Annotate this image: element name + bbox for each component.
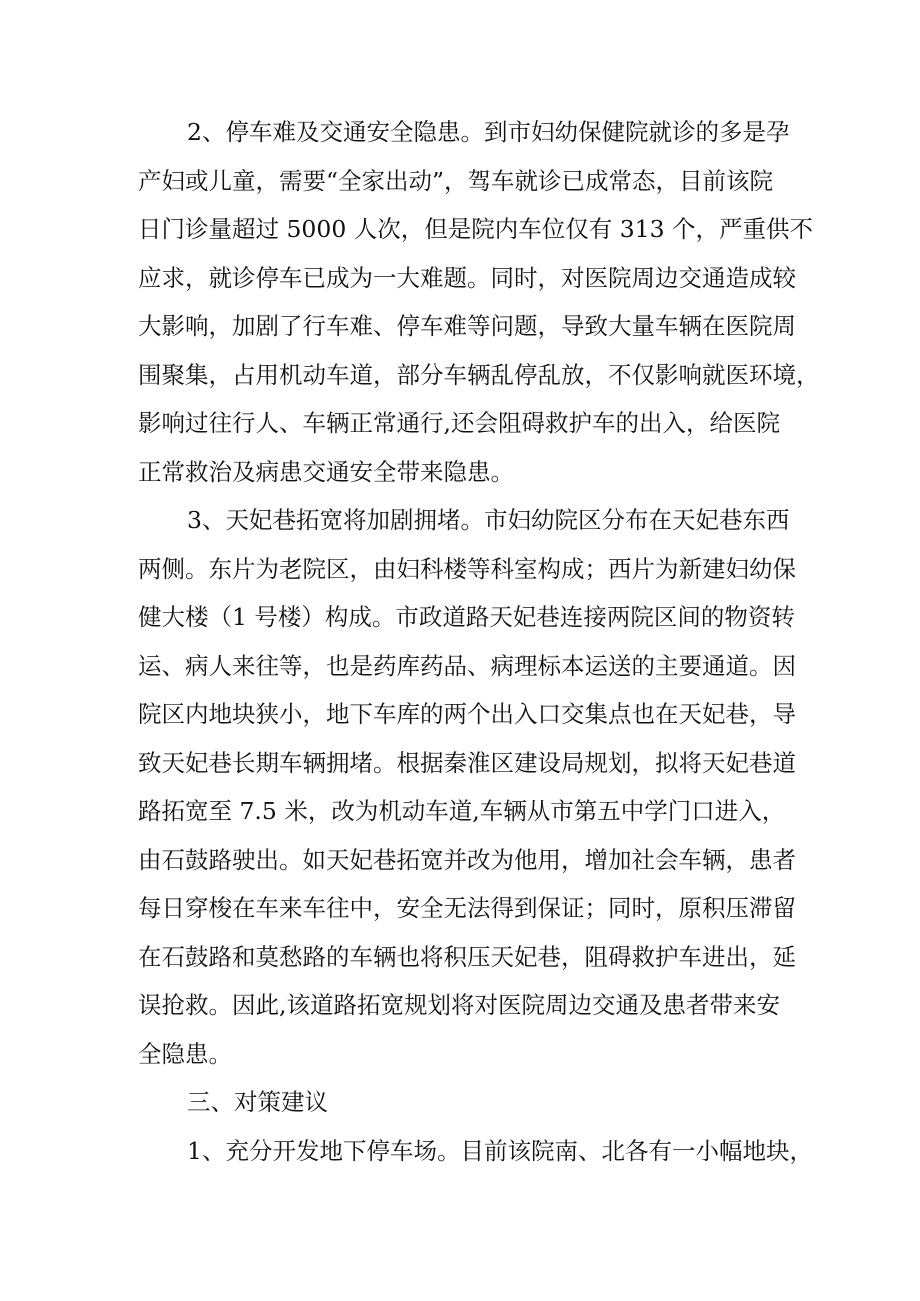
text-line: 由石鼓路驶出。如天妃巷拓宽并改为他用，增加社会车辆，患者 (138, 846, 796, 874)
text-line: 正常救治及病患交通安全带来隐患。 (138, 458, 514, 486)
paragraph-3-line-9 (0, 888, 920, 928)
text-line: 应求，就诊停车已成为一大难题。同时，对医院周边交通造成较 (138, 264, 796, 292)
paragraph-2-line-2 (0, 161, 920, 201)
text-line: 2、停车难及交通安全隐患。到市妇幼保健院就诊的多是孕 (187, 118, 790, 146)
paragraph-2-line-3 (0, 209, 920, 249)
text-line: 大影响，加剧了行车难、停车难等问题，导致大量车辆在医院周 (138, 312, 796, 340)
paragraph-3-line-6 (0, 743, 920, 783)
text-line: 1、充分开发地下停车场。目前该院南、北各有一小幅地块， (187, 1137, 813, 1165)
paragraph-3-line-12 (0, 1034, 920, 1074)
text-line: 影响过往行人、车辆正常通行,还会阻碍救护车的出入，给医院 (138, 409, 780, 437)
text-line: 路拓宽至 7.5 米，改为机动车道,车辆从市第五中学门口进入， (138, 797, 786, 825)
paragraph-3-line-11 (0, 985, 920, 1025)
countermeasure-1-line-1 (0, 1131, 920, 1171)
paragraph-3-line-2 (0, 549, 920, 589)
text-line: 运、病人来往等，也是药库药品、病理标本运送的主要通道。因 (138, 652, 796, 680)
text-line: 致天妃巷长期车辆拥堵。根据秦淮区建设局规划，拟将天妃巷道 (138, 749, 796, 777)
text-line: 产妇或儿童，需要“全家出动”，驾车就诊已成常态，目前该院 (138, 167, 774, 195)
text-line: 在石鼓路和莫愁路的车辆也将积压天妃巷，阻碍救护车进出，延 (138, 943, 796, 971)
text-line: 院区内地块狭小，地下车库的两个出入口交集点也在天妃巷，导 (138, 700, 796, 728)
paragraph-3-line-5 (0, 694, 920, 734)
paragraph-2-line-6 (0, 355, 920, 395)
text-line: 误抢救。因此,该道路拓宽规划将对医院周边交通及患者带来安 (138, 991, 780, 1019)
text-line: 全隐患。 (138, 1040, 232, 1068)
text-line: 健大楼（1 号楼）构成。市政道路天妃巷连接两院区间的物资转 (138, 603, 795, 631)
text-line: 3、天妃巷拓宽将加剧拥堵。市妇幼院区分布在天妃巷东西 (187, 506, 790, 534)
section-heading (0, 1082, 920, 1122)
text-line: 围聚集，占用机动车道，部分车辆乱停乱放，不仅影响就医环境， (138, 361, 820, 389)
text-line: 每日穿梭在车来车往中，安全无法得到保证；同时，原积压滞留 (138, 894, 796, 922)
paragraph-3-line-7 (0, 791, 920, 831)
paragraph-3-line-10 (0, 937, 920, 977)
paragraph-3-line-1 (0, 500, 920, 540)
text-line: 两侧。东片为老院区，由妇科楼等科室构成；西片为新建妇幼保 (138, 555, 796, 583)
paragraph-2-line-4 (0, 258, 920, 298)
heading-text: 三、对策建议 (187, 1088, 328, 1116)
paragraph-2-line-7 (0, 403, 920, 443)
paragraph-2-line-5 (0, 306, 920, 346)
paragraph-2-line-8 (0, 452, 920, 492)
paragraph-3-line-4 (0, 646, 920, 686)
text-line: 日门诊量超过 5000 人次，但是院内车位仅有 313 个，严重供不 (138, 215, 814, 243)
paragraph-3-line-3 (0, 597, 920, 637)
paragraph-3-line-8 (0, 840, 920, 880)
paragraph-2-line-1 (0, 112, 920, 152)
